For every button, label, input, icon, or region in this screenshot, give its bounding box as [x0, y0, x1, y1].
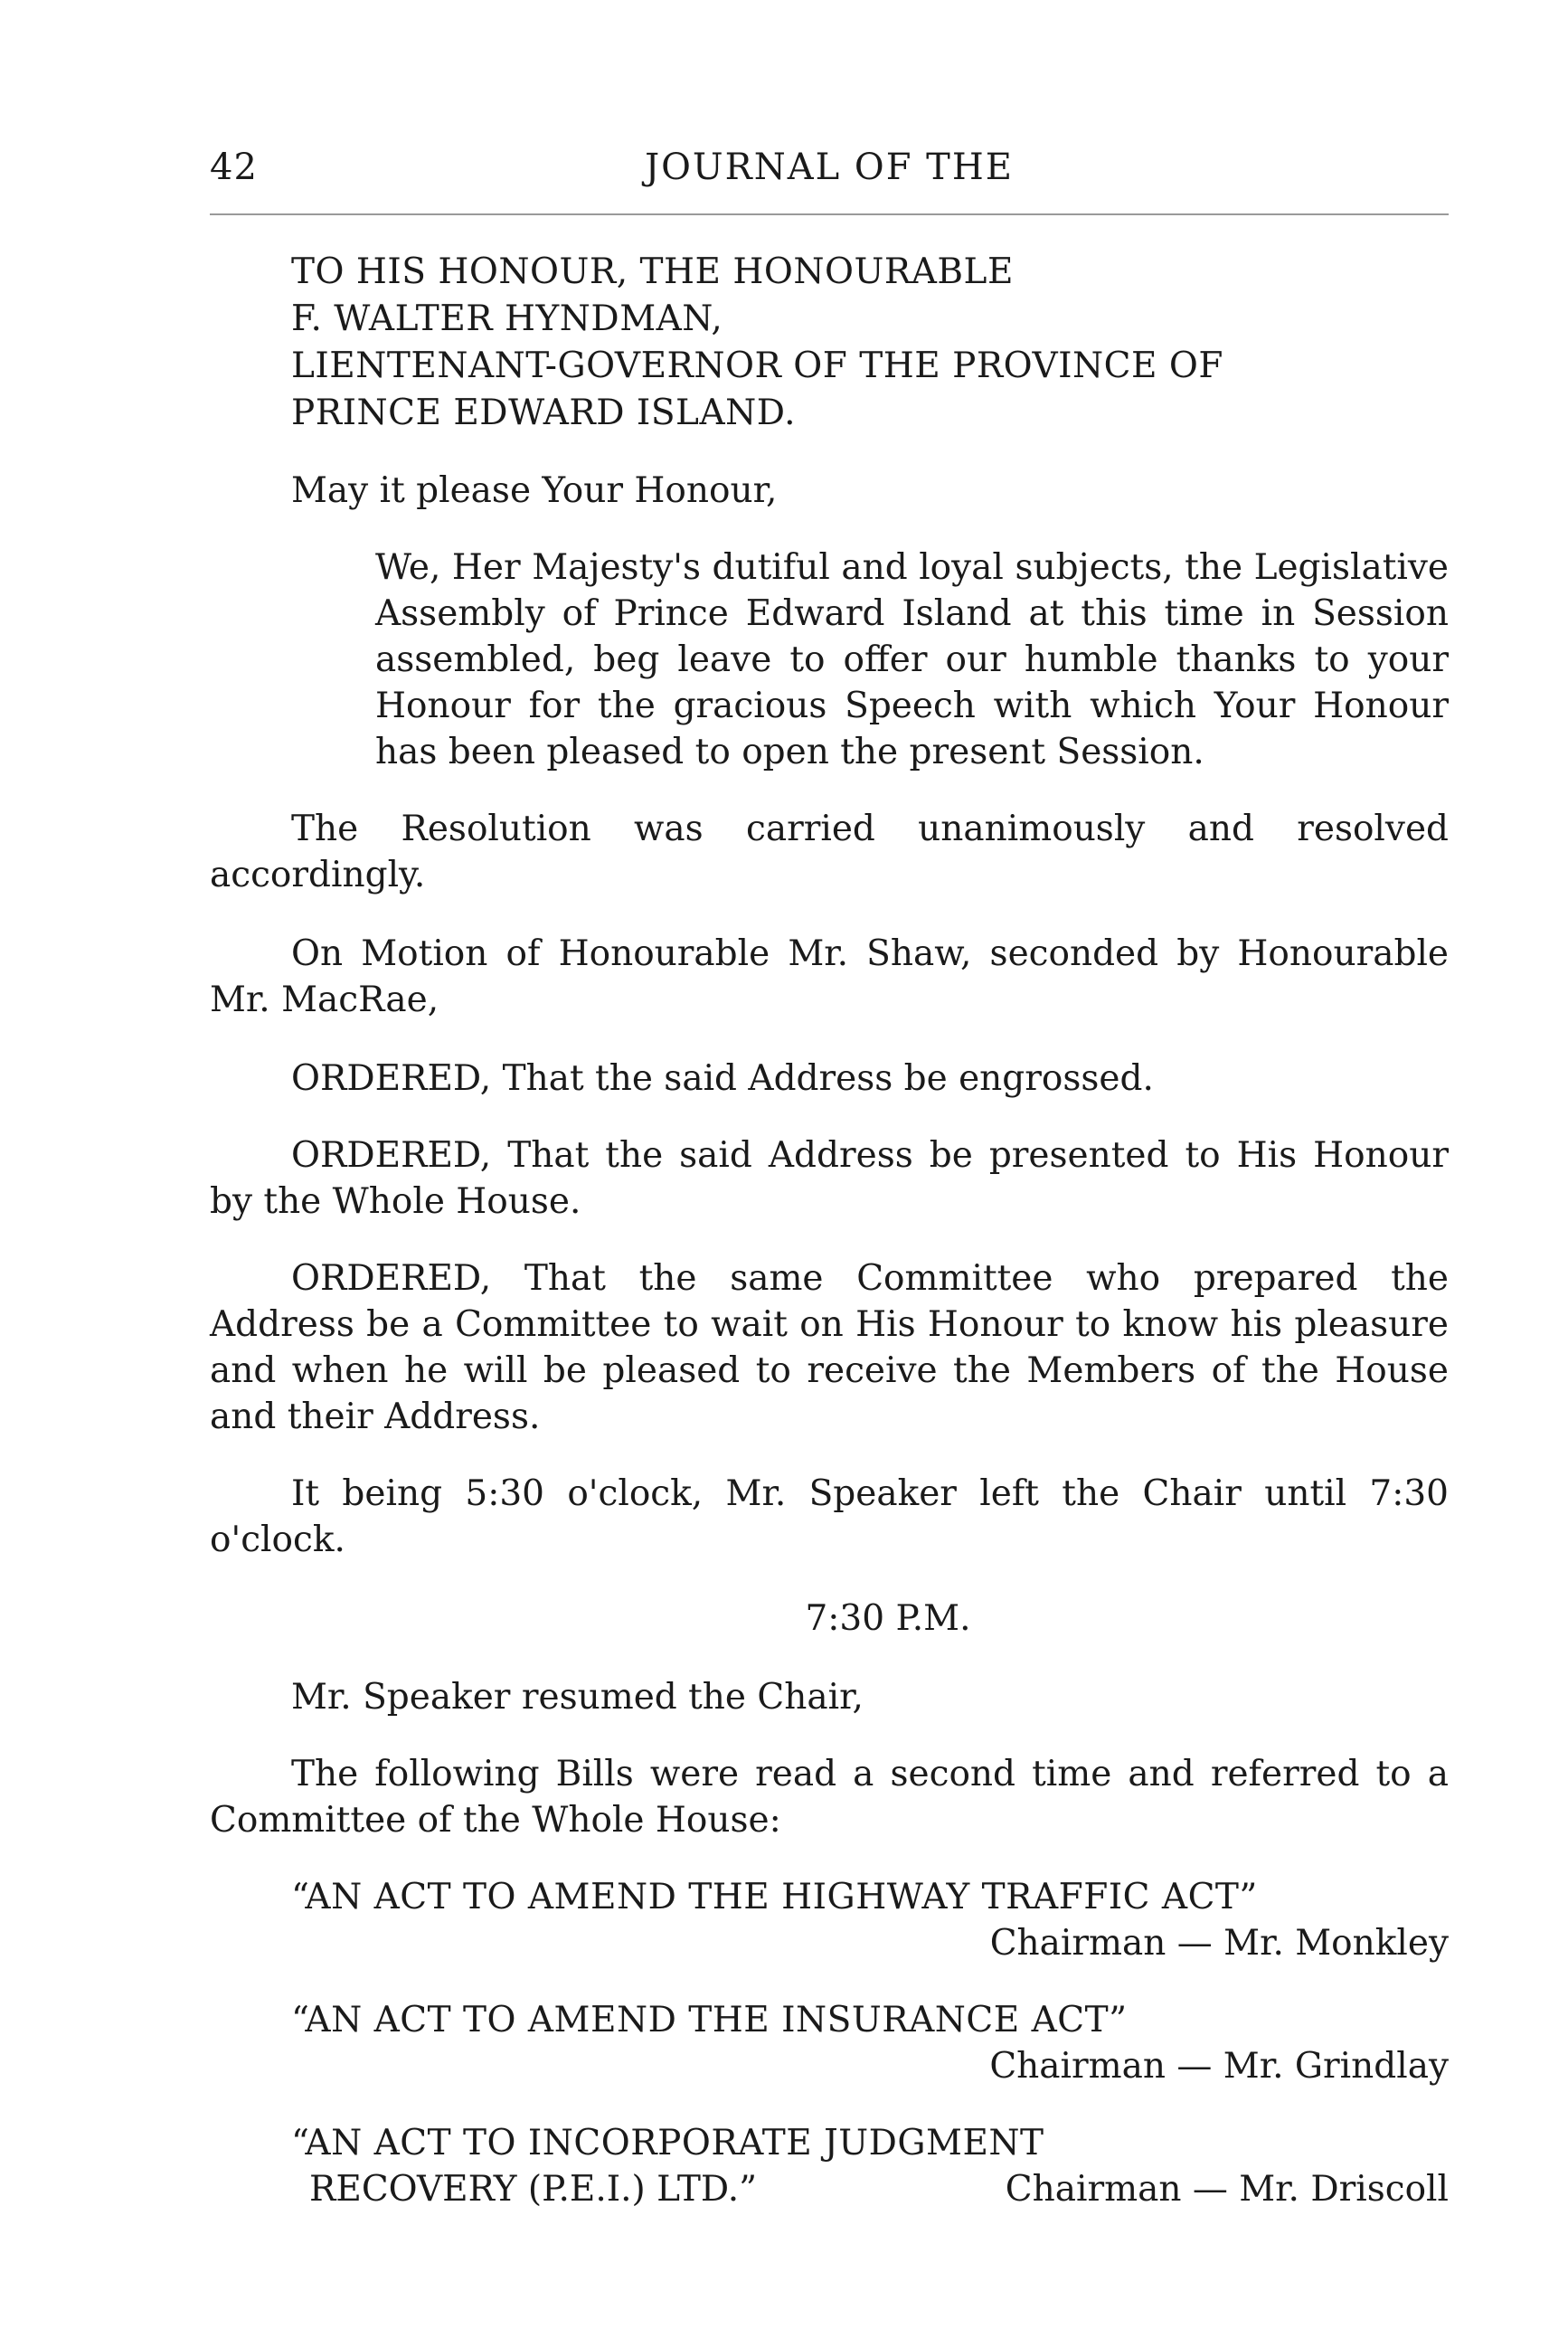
- page-number: 42: [210, 147, 258, 188]
- bill-chairman: Chairman — Mr. Monkley: [989, 1923, 1449, 1964]
- header-rule: [210, 213, 1449, 215]
- recess-paragraph: It being 5:30 o'clock, Mr. Speaker left the Chair until 7:30 o'clock.: [210, 1473, 1449, 1560]
- bill-entry: [210, 2120, 1449, 2212]
- motion-paragraph: On Motion of Honourable Mr. Shaw, seconded by Honourable Mr. MacRae,: [210, 933, 1449, 1020]
- page-header: [210, 147, 1449, 201]
- ordered-engrossed: ORDERED, That the said Address be engrossed.: [291, 1058, 1154, 1099]
- bill-title-continued: RECOVERY (P.E.I.) LTD.”: [309, 2169, 758, 2210]
- bill-chairman: Chairman — Mr. Grindlay: [989, 2046, 1449, 2087]
- bills-intro: The following Bills were read a second time and referred to a Committee of the Whole House:: [210, 1754, 1449, 1841]
- address-heading: [291, 249, 1449, 437]
- bill-chairman: Chairman — Mr. Driscoll: [1005, 2169, 1449, 2210]
- journal-body: [210, 249, 1449, 2212]
- address-line: LIENTENANT-GOVERNOR OF THE PROVINCE OF: [291, 346, 1223, 386]
- bill-title: “AN ACT TO INCORPORATE JUDGMENT: [291, 2123, 1044, 2163]
- resolution-paragraph: The Resolution was carried unanimously and resolved accordingly.: [210, 809, 1449, 895]
- address-line: TO HIS HONOUR, THE HONOURABLE: [291, 251, 1014, 292]
- time-heading: 7:30 P.M.: [805, 1598, 971, 1639]
- bill-entry: [210, 1997, 1449, 2089]
- address-line: PRINCE EDWARD ISLAND.: [291, 393, 797, 433]
- ordered-presented: ORDERED, That the said Address be presented to His Honour by the Whole House.: [210, 1135, 1449, 1222]
- salutation: May it please Your Honour,: [291, 470, 778, 511]
- ordered-committee: ORDERED, That the same Committee who prepared the Address be a Committee to wait on His Honour to know his pleasure and when he will be pleased to receive the Members of the House and their Address.: [210, 1258, 1449, 1437]
- bill-title: “AN ACT TO AMEND THE HIGHWAY TRAFFIC ACT”: [291, 1877, 1258, 1917]
- address-line: F. WALTER HYNDMAN,: [291, 298, 723, 339]
- bill-entry: [210, 1874, 1449, 1966]
- address-body: We, Her Majesty's dutiful and loyal subjects, the Legislative Assembly of Prince Edward Island at this time in Session assembled, beg leave to offer our humble thanks to your Honour for the gracious Speech with which Your Honour has been pleased to open the present Session.: [375, 547, 1449, 772]
- running-head: JOURNAL OF THE: [645, 147, 1014, 188]
- bill-title: “AN ACT TO AMEND THE INSURANCE ACT”: [291, 2000, 1128, 2040]
- resumed-paragraph: Mr. Speaker resumed the Chair,: [291, 1677, 864, 1718]
